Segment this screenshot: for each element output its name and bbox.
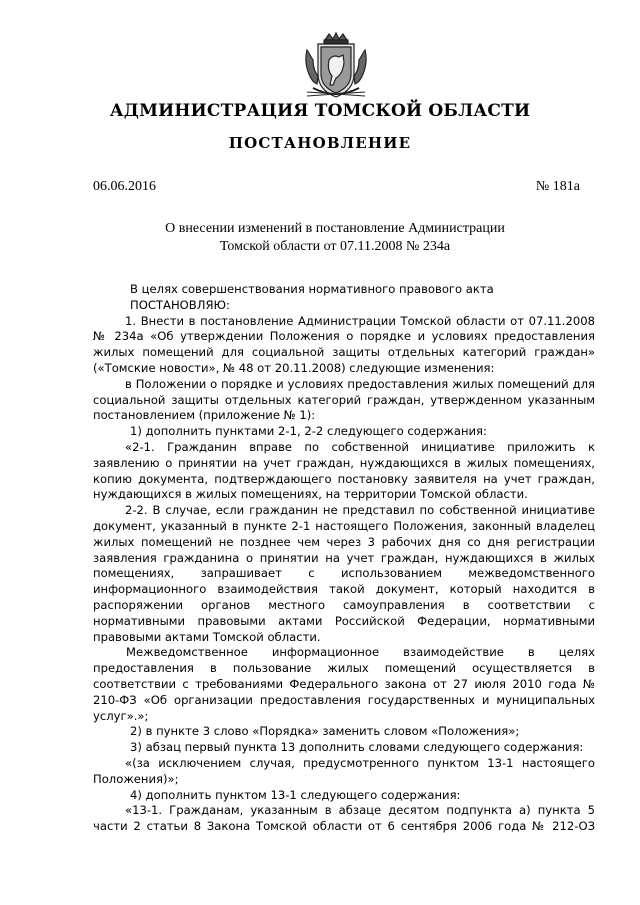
paragraph-10: 4) дополнить пунктом 13-1 следующего содержания:: [130, 787, 461, 802]
document-subject: [0, 220, 640, 256]
paragraph-1: 1. Внести в постановление Администрации Томской области от 07.11.2008 № 234а «Об утверждении Положения о порядке и условиях предоставления жилых помещений для социальной защиты отдельных категорий граждан» («Томские новости», № 48 от 20.11.2008) следующие изменения:: [93, 313, 595, 375]
paragraph-2: в Положении о порядке и условиях предоставления жилых помещений для социальной защиты отдельных категорий граждан, утвержденном указанным постановлением (приложение № 1):: [93, 376, 595, 423]
document-body: [93, 282, 595, 835]
document-number: № 181а: [535, 179, 580, 194]
subject-line-1: О внесении изменений в постановление Администрации: [165, 221, 505, 236]
intro-paragraph: В целях совершенствования нормативного правового акта: [130, 282, 494, 296]
paragraph-9: «(за исключением случая, предусмотренного пунктом 13-1 настоящего Положения)»;: [93, 755, 595, 786]
paragraph-11: «13-1. Гражданам, указанным в абзаце десятом подпункта а) пункта 5 части 2 статьи 8 Закона Томской области от 6 сентября 2006 года № 212-ОЗ: [93, 803, 595, 834]
organization-title: АДМИНИСТРАЦИЯ ТОМСКОЙ ОБЛАСТИ: [109, 101, 531, 121]
paragraph-3: 1) дополнить пунктами 2-1, 2-2 следующего содержания:: [130, 424, 487, 439]
decree-word: ПОСТАНОВЛЯЮ:: [130, 297, 230, 312]
subject-line-2: Томской области от 07.11.2008 № 234а: [219, 239, 451, 254]
coat-of-arms-icon: [303, 30, 369, 102]
paragraph-8: 3) абзац первый пункта 13 дополнить словами следующего содержания:: [130, 740, 584, 755]
paragraph-4: «2-1. Гражданин вправе по собственной инициативе приложить к заявлению о принятии на учет граждан, нуждающихся в жилых помещениях, копию документа, подтверждающего постановку заявителя на учет граждан, нуждающихся в жилых помещениях, на территории Томской области.: [93, 439, 595, 502]
document-type: ПОСТАНОВЛЕНИЕ: [228, 134, 412, 152]
document-date: 06.06.2016: [93, 179, 156, 194]
paragraph-6: Межведомственное информационное взаимодействие в целях предоставления в пользование жилых помещений осуществляется в соответствии с требованиями Федерального закона от 27 июля 2010 года № 210-ФЗ «Об организации предоставления государственных и муниципальных услуг».»;: [93, 645, 595, 723]
paragraph-5: 2-2. В случае, если гражданин не представил по собственной инициативе документ, указанный в пункте 2-1 настоящего Положения, законный владелец жилых помещений не позднее чем через 3 рабочих дня со дня регистрации заявления гражданина о принятии на учет граждан, нуждающихся в жилых помещениях, запрашивает с использованием межведомственного информационного взаимодействия такой документ, который находится в распоряжении органов местного самоуправления в соответствии с нормативными правовыми актами Российской Федерации, нормативными правовыми актами Томской области.: [93, 503, 595, 644]
paragraph-7: 2) в пункте 3 слово «Порядка» заменить словом «Положения»;: [130, 724, 520, 739]
